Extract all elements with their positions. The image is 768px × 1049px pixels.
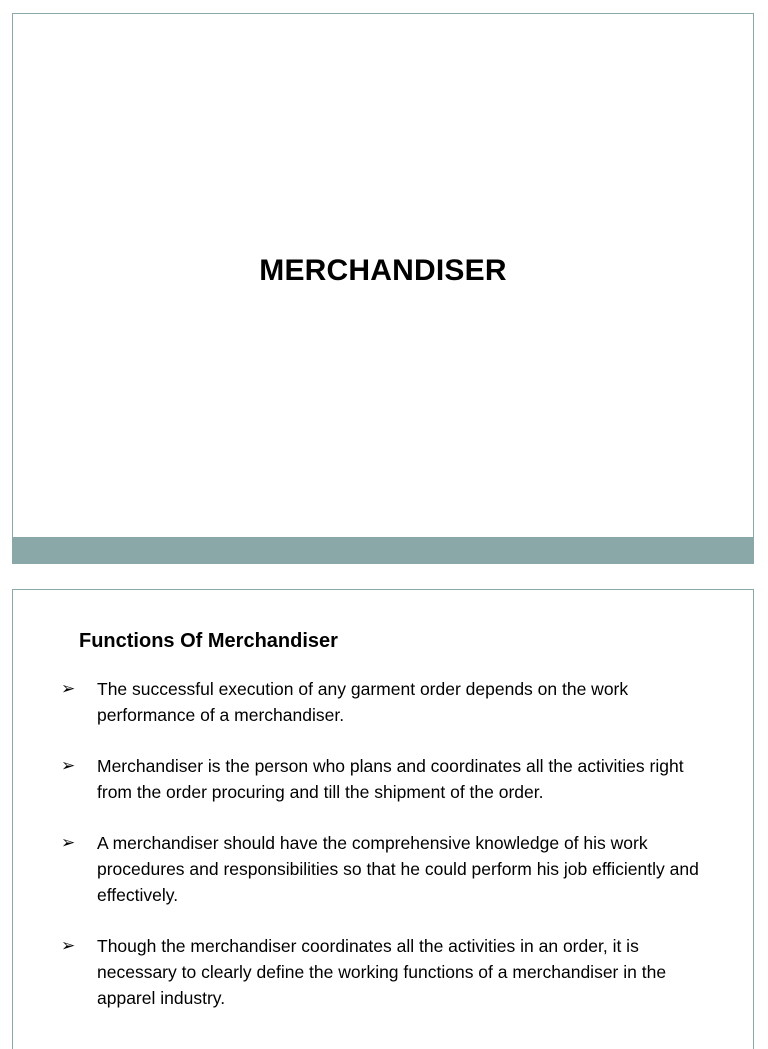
bullet-text: Though the merchandiser coordinates all the activities in an order, it is necessary to clearly define the working functions of a merchandiser in the apparel industry. [97, 936, 667, 1008]
arrow-bullet-icon: ➢ [61, 679, 76, 698]
bullet-text: Merchandiser is the person who plans and coordinates all the activities right from the order procuring and till the shipment of the order. [97, 756, 684, 802]
bullet-text: The successful execution of any garment order depends on the work performance of a merchandiser. [97, 679, 629, 725]
arrow-bullet-icon: ➢ [61, 833, 76, 852]
slide-title: MERCHANDISER [259, 254, 507, 287]
list-item [61, 676, 701, 728]
arrow-bullet-icon: ➢ [61, 756, 76, 775]
title-slide [12, 13, 754, 564]
slide-heading: Functions Of Merchandiser [79, 630, 338, 652]
bullet-text: A merchandiser should have the comprehensive knowledge of his work procedures and responsibilities so that he could perform his job efficiently and effectively. [97, 833, 699, 905]
arrow-bullet-icon: ➢ [61, 936, 76, 955]
list-item [61, 753, 701, 805]
list-item [61, 830, 701, 908]
slide-footer-bar [12, 537, 754, 564]
bullet-list [61, 676, 701, 1036]
content-slide [12, 589, 754, 1049]
list-item [61, 933, 701, 1011]
